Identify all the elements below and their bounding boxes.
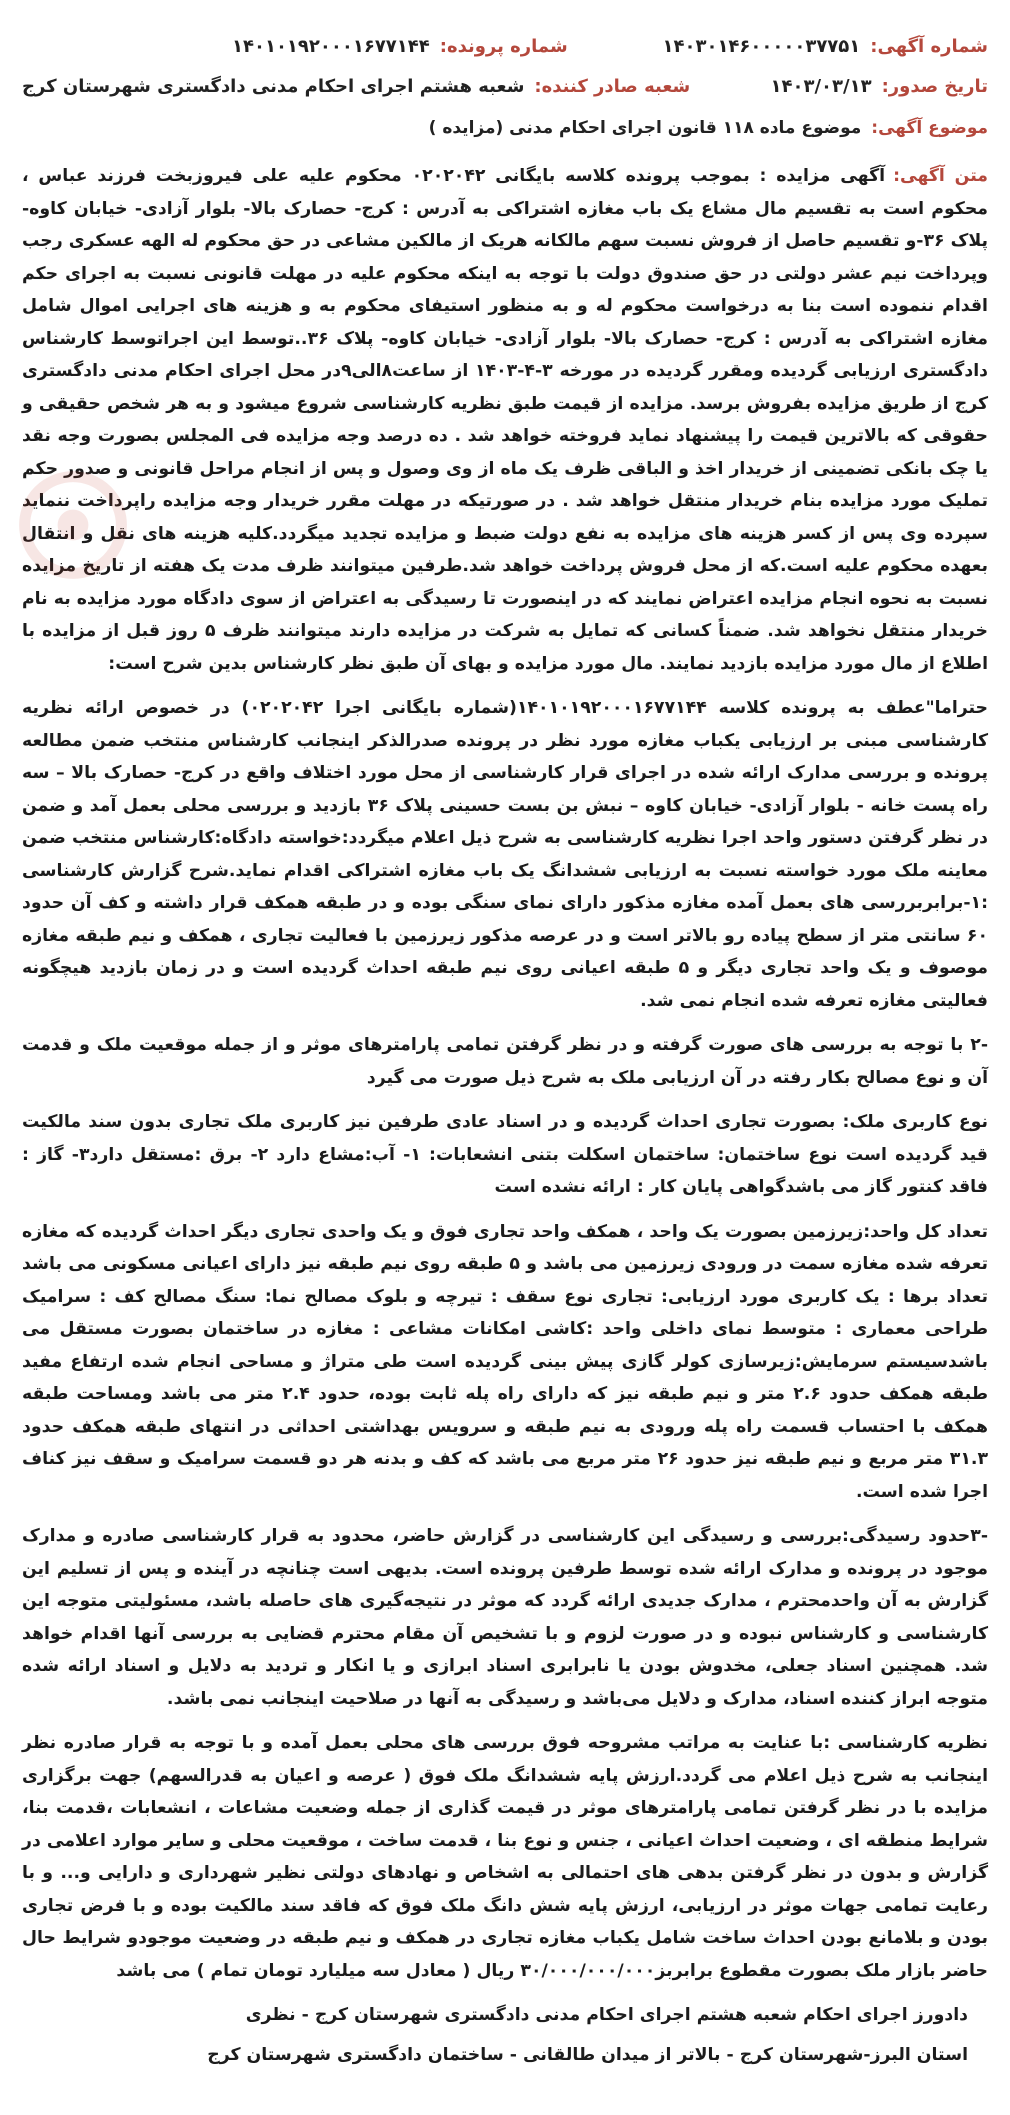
paragraph-text: آگهی مزایده : بموجب پرونده کلاسه بایگانی ۰۲۰۲۰۴۲ محکوم علیه علی فیروزبخت فرزند عباس ، محکوم است به تقسیم مال مشاع یک باب مغازه اشتراکی به آدرس : کرج- حصارک بالا- بلوار آزادی- خیابان کاوه- پلاک ۳۶-و تقسیم حاصل از فروش نسبت سهم مالکانه هریک از مالکین مشاعی در حق محکوم له الهه عسکری رجب وپرداخت نیم عشر دولتی در حق صندوق دولت با توجه به اینکه محکوم علیه در مهلت قانونی نسبت به اجرای حکم اقدام ننموده است بنا به درخواست محکوم له و به منظور استیفای محکوم به و هزینه های اجرایی اموال شامل مغازه اشتراکی به آدرس : کرج- حصارک بالا- بلوار آزادی- خیابان کاوه- پلاک ۳۶..توسط این اجراتوسط کارشناس دادگستری ارزیابی گردیده ومقرر گردیده در مورخه ۳-۴-۱۴۰۳ از ساعت۸الی۹در محل اجرای احکام مدنی دادگستری کرج از طریق مزایده بفروش برسد. مزایده از قیمت طبق نظریه کارشناسی شروع میشود و به هر شخص حقیقی و حقوقی که بالاترین قیمت را پیشنهاد نماید فروخته خواهد شد . ده درصد وجه مزایده فی المجلس بصورت وجه نقد یا چک بانکی تضمینی از خریدار اخذ و الباقی ظرف یک ماه از وی وصول و پس از انجام مراحل قانونی و صدور حکم تملیک مورد مزایده بنام خریدار منتقل خواهد شد . در صورتیکه در مهلت مقرر خریدار وجه مزایده راپرداخت ننماید سپرده وی پس از کسر هزینه های مزایده به نفع دولت ضبط و مزایده تجدید میگردد.کلیه هزینه های نقل و انتقال بعهده محکوم علیه است.که از محل فروش پرداخت خواهد شد.طرفین میتوانند ظرف مدت یک هفته از تاریخ مزایده نسبت به نحوه انجام مزایده اعتراض نمایند که در اینصورت تا رسیدگی به اعتراض از سوی دادگاه مورد مزایده به نام خریدار منتقل نخواهد شد. ضمناً کسانی که تمایل به شرکت در مزایده دارند میتوانند ظرف ۵ روز قبل از مزایده با اطلاع از مال مورد مزایده بازدید نمایند. مال مورد مزایده و بهای آن طبق نظر کارشناس بدین شرح است: <box>22 166 989 674</box>
paragraph-expert-intro: حتراما"عطف به پرونده کلاسه ۱۴۰۱۰۱۹۲۰۰۰۱۶۷۷۱۴۴(شماره بایگانی اجرا ۰۲۰۲۰۴۲) در خصوص ارائه نظریه کارشناسی مبنی بر ارزیابی یکباب مغازه مورد نظر در پرونده صدرالذکر اینجانب کارشناس منتخب ضمن مطالعه پرونده و بررسی مدارک ارائه شده در اجرای قرار کارشناسی از محل مورد اختلاف واقع در کرج- حصارک بالا – سه راه پست خانه - بلوار آزادی- خیابان کاوه – نبش بن بست حسینی پلاک ۳۶ بازدید و بررسی محلی بعمل آمد و ضمن در نظر گرفتن دستور واحد اجرا نظریه کارشناسی به شرح ذیل اعلام میگردد:خواسته دادگاه:کارشناس منتخب ضمن معاینه ملک مورد خواسته نسبت به ارزیابی ششدانگ یک باب مغازه اشتراکی اقدام نماید.شرح گزارش کارشناسی :۱-برابربررسی های بعمل آمده مغازه مذکور دارای نمای سنگی بوده و در طبقه همکف قرار داشته و کف آن حدود ۶۰ سانتی متر از سطح پیاده رو بالاتر است و در عرصه مذکور زیرزمین با فعالیت تجاری ، همکف و نیم طبقه مغازه موصوف و یک واحد تجاری دیگر و ۵ طبقه اعیانی روی نیم طبقه احداث گردیده است و در زمان بازدید هیچگونه فعالیتی مغازه تعرفه شده انجام نمی شد. <box>22 698 988 1011</box>
ad-number-label: شماره آگهی: <box>870 36 988 57</box>
subject-row <box>22 118 988 138</box>
footer-signature: دادورز اجرای احکام شعبه هشتم اجرای احکام مدنی دادگستری شهرستان کرج - نظری <box>245 2005 968 2025</box>
case-number <box>22 34 568 60</box>
paragraph-auction-notice <box>22 160 988 680</box>
issuer-label: شعبه صادر کننده: <box>534 76 691 97</box>
ad-number <box>663 34 988 60</box>
header-row-1 <box>22 34 988 60</box>
footer-address: استان البرز-شهرستان کرج - بالاتر از میدان طالقانی - ساختمان دادگستری شهرستان کرج <box>207 2045 968 2065</box>
issuer <box>22 74 690 100</box>
case-number-value: ۱۴۰۱۰۱۹۲۰۰۰۱۶۷۷۱۴۴ <box>232 36 430 57</box>
paragraph-unit-details: تعداد کل واحد:زیرزمین بصورت یک واحد ، همکف واحد تجاری فوق و یک واحدی تجاری دیگر احداث گردیده که مغازه تعرفه شده مغازه سمت در ورودی زیرزمین می باشد و ۵ طبقه روی نیم طبقه نیز دارای اعیانی مسکونی می باشد تعداد برها : یک کاربری مورد ارزیابی: تجاری نوع سقف : تیرچه و بلوک مصالح نما: سنگ مصالح کف : سرامیک طراحی معماری : متوسط نمای داخلی واحد :کاشی امکانات مشاعی : مغازه در ساختمان بصورت مستقل می باشدسیستم سرمایش:زیرسازی کولر گازی پیش بینی گردیده است طی متراژ و مساحی انجام شده ارتفاع مفید طبقه همکف حدود ۲.۶ متر و نیم طبقه نیز که دارای راه پله ثابت بوده، حدود ۲.۴ متر می باشد ومساحت طبقه همکف با احتساب قسمت راه پله ورودی به نیم طبقه و سرویس بهداشتی احداثی در انتهای طبقه همکف حدود ۳۱.۳ متر مربع و نیم طبقه نیز حدود ۲۶ متر مربع می باشد که کف و بدنه هر دو قسمت سرامیک و سقف نیز کناف اجرا شده است. <box>22 1221 989 1502</box>
subject-value: موضوع ماده ۱۱۸ قانون اجرای احکام مدنی (مزایده ) <box>428 118 862 138</box>
issue-date-label: تاریخ صدور: <box>881 76 988 97</box>
paragraph-evaluation-basis: -۲ با توجه به بررسی های صورت گرفته و در نظر گرفتن تمامی پارامترهای موثر و از جمله موقعیت ملک و قدمت آن و نوع مصالح بکار رفته در آن ارزیابی ملک به شرح ذیل صورت می گیرد <box>22 1035 988 1088</box>
paragraph-scope: -۳حدود رسیدگی:بررسی و رسیدگی این کارشناسی در گزارش حاضر، محدود به قرار کارشناسی صادره و مدارک موجود در پرونده و مدارک ارائه شده توسط طرفین پرونده است. بدیهی است چنانچه در آینده و پس از تسلیم این گزارش به آن واحدمحترم ، مدارک جدیدی ارائه گردد که موثر در نتیجه‌گیری های حاصله باشد، مسئولیتی متوجه این کارشناسی و کارشناس نبوده و در صورت لزوم و با تشخیص آن مقام محترم قضایی به بررسی آنها اقدام خواهد شد. همچنین اسناد جعلی، مخدوش بودن یا نابرابری اسناد ابرازی و یا انکار و تردید به دلایل و اسناد ارائه شده متوجه ابراز کننده اسناد، مدارک و دلایل می‌باشد و رسیدگی به آنها در صلاحیت اینجانب نمی باشد. <box>22 1526 988 1709</box>
issue-date <box>771 74 988 100</box>
paragraph-property-usage: نوع کاربری ملک: بصورت تجاری احداث گردیده و در اسناد عادی طرفین نیز کاربری ملک تجاری بدون سند مالکیت قید گردیده است نوع ساختمان: ساختمان اسکلت بتنی انشعابات: ۱- آب:مشاع دارد ۲- برق :مستقل دارد۳- گاز : فاقد کنتور گاز می باشدگواهی پایان کار : ارائه نشده است <box>22 1112 988 1197</box>
ad-number-value: ۱۴۰۳۰۱۴۶۰۰۰۰۰۳۷۷۵۱ <box>662 36 861 57</box>
issuer-value: شعبه هشتم اجرای احکام مدنی دادگستری شهرستان کرج <box>22 76 525 97</box>
paragraph-expert-opinion: نظریه کارشناسی :با عنایت به مراتب مشروحه فوق بررسی های محلی بعمل آمده و با توجه به قرار صادره نظر اینجانب به شرح ذیل اعلام می گردد.ارزش پایه ششدانگ ملک فوق ( عرصه و اعیان به قدرالسهم) جهت برگزاری مزایده با در نظر گرفتن تمامی پارامترهای موثر در قیمت گذاری از جمله وضعیت مشاعات ، انشعابات ،قدمت بنا، شرایط منطقه ای ، وضعیت احداث اعیانی ، جنس و نوع بنا ، قدمت ساخت ، موقعیت محلی و سایر موارد اعلامی در گزارش و بدون در نظر گرفتن بدهی های احتمالی به اشخاص و نهادهای دولتی نظیر شهرداری و دارایی و... و با رعایت تمامی جهات موثر در ارزیابی، ارزش پایه شش دانگ ملک فوق که فاقد سند مالکیت بوده و با فرض تجاری بودن و بلامانع بودن احداث ساخت شامل یکباب مغازه تجاری در همکف و نیم طبقه در وضعیت موجودو شرایط حال حاضر بازار ملک بصورت مقطوع برابربز۳۰/۰۰۰/۰۰۰/۰۰۰ ریال ( معادل سه میلیارد تومان تمام ) می باشد <box>22 1733 988 1981</box>
text-label: متن آگهی: <box>893 166 988 186</box>
issue-date-value: ۱۴۰۳/۰۳/۱۳ <box>770 76 872 97</box>
case-number-label: شماره پرونده: <box>439 36 568 57</box>
header-row-2 <box>22 74 988 100</box>
subject-label: موضوع آگهی: <box>871 118 988 138</box>
